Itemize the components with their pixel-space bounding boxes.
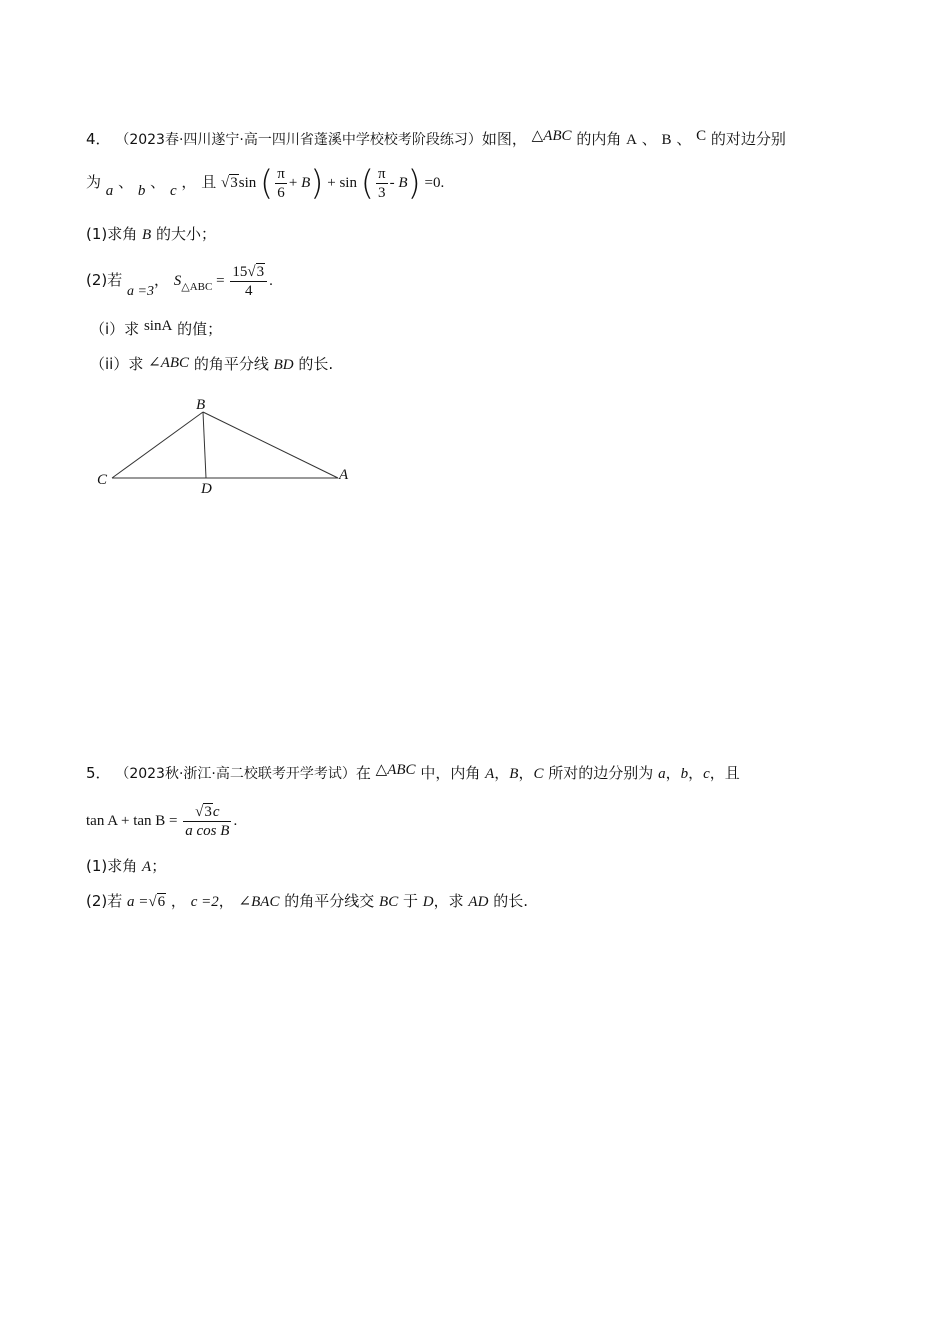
q4-area-eq: = bbox=[216, 273, 225, 289]
q5-var-A: A bbox=[485, 766, 495, 782]
q5-triangle: △ABC bbox=[375, 762, 416, 778]
q4-triangle-figure bbox=[90, 392, 360, 502]
q4-paren-open-2: ( bbox=[360, 163, 374, 204]
q5-equation bbox=[86, 804, 238, 840]
q4-frac-pi6 bbox=[275, 165, 287, 202]
q4-area-period: . bbox=[269, 273, 273, 289]
q4-frac-pi3 bbox=[376, 165, 388, 202]
q4-line2-b: 且 bbox=[201, 173, 217, 191]
q4-side-a: a bbox=[105, 183, 114, 199]
q4-sep-1: 、 bbox=[641, 130, 657, 148]
q4-intro-c: 的对边分别 bbox=[710, 130, 786, 148]
q5-side-c: c bbox=[703, 766, 710, 782]
q5-intro-d: ，且 bbox=[709, 764, 740, 782]
q4-part1 bbox=[86, 223, 216, 246]
q4-sin-1: sin bbox=[238, 175, 257, 191]
q5-p1-tail: ； bbox=[151, 857, 167, 875]
q5-p2-mid: 的角平分线交 bbox=[284, 892, 375, 910]
q4-area-sqrt-radicand: 3 bbox=[256, 264, 265, 281]
q4-sin-2: sin bbox=[339, 175, 357, 191]
q5-p2-a: a = bbox=[127, 894, 149, 910]
q5-p2-yu: 于 bbox=[402, 892, 418, 910]
q5-part1 bbox=[86, 855, 166, 878]
q5-frac-num bbox=[183, 803, 231, 822]
q4-p2-label: (2)若 bbox=[86, 271, 123, 289]
q4-eq-zero: =0 bbox=[424, 175, 441, 191]
q4-condition-line bbox=[86, 160, 444, 205]
q5-frac-den: a cos B bbox=[185, 823, 230, 840]
q5-p2-AD: AD bbox=[468, 894, 489, 910]
q4-area bbox=[173, 264, 273, 300]
q4-area-sqrt: √3 bbox=[247, 264, 265, 281]
q4-side-CB bbox=[112, 412, 203, 478]
q4-period: . bbox=[440, 175, 445, 191]
q5-p2-sqrt: √6 bbox=[148, 894, 166, 910]
q4-triangle: △ABC bbox=[531, 128, 572, 144]
q5-frac-c: c bbox=[212, 804, 220, 821]
q5-tan-lhs: tan A + tan B = bbox=[86, 813, 178, 829]
q5-side-b: b bbox=[680, 766, 689, 782]
q5-side-a: a bbox=[658, 766, 666, 782]
q4-part2-ii bbox=[90, 353, 333, 376]
q4-label-A: A bbox=[339, 467, 349, 483]
q4-frac-pi6-num: π bbox=[277, 166, 285, 183]
q5-source: （2023秋·浙江·高二校联考开学考试） bbox=[115, 766, 356, 782]
q4-p2-i-label: （i）求 bbox=[90, 320, 140, 338]
q4-number: 4． bbox=[86, 130, 111, 148]
q5-frac bbox=[183, 803, 231, 840]
q4-area-frac bbox=[230, 263, 267, 300]
q4-source: （2023春·四川遂宁·高一四川省蓬溪中学校校考阶段练习） bbox=[115, 132, 482, 148]
q5-p2-BC: BC bbox=[379, 894, 399, 910]
q5-comma-2: ， bbox=[518, 764, 534, 782]
q4-side-BA bbox=[203, 412, 338, 478]
q4-p1-var: B bbox=[142, 227, 152, 243]
q4-frac-pi3-den: 3 bbox=[378, 185, 386, 202]
q4-p1-label: (1)求角 bbox=[86, 225, 138, 243]
q4-p2-ii-angle: ∠ABC bbox=[148, 355, 190, 371]
q5-period: . bbox=[233, 813, 238, 829]
q5-intro-b: 中，内角 bbox=[420, 764, 481, 782]
q5-p2-sep-1: ， bbox=[170, 892, 186, 910]
q5-comma-4: ， bbox=[688, 764, 704, 782]
q4-p1-tail: 的大小； bbox=[155, 225, 216, 243]
q5-p2-D: D bbox=[422, 894, 434, 910]
q5-p1-var: A bbox=[142, 859, 152, 875]
q4-p2-i-tail: 的值； bbox=[177, 320, 223, 338]
q4-p2-ii-label: （ii）求 bbox=[90, 355, 144, 373]
q5-p2-label: (2)若 bbox=[86, 892, 123, 910]
q4-sep-3: 、 bbox=[118, 173, 134, 191]
q4-p2-a: a =3 bbox=[127, 284, 154, 299]
q4-sqrt: √3 bbox=[221, 175, 238, 191]
q5-frac-sqrt: √3 bbox=[195, 804, 212, 821]
q4-p2-ii-mid: 的角平分线 bbox=[193, 355, 269, 373]
q5-p2-angle: ∠BAC bbox=[238, 894, 280, 910]
q5-var-C: C bbox=[533, 766, 544, 782]
q5-p2-c: c =2 bbox=[190, 894, 219, 910]
q4-intro-a: 如图， bbox=[481, 130, 527, 148]
q4-eq-B1: B bbox=[301, 175, 311, 191]
q5-comma-1: ， bbox=[494, 764, 510, 782]
q5-var-B: B bbox=[509, 766, 519, 782]
q4-triangle-lines bbox=[112, 412, 338, 478]
q5-header-line bbox=[86, 762, 740, 785]
q4-sqrt-radicand: 3 bbox=[230, 175, 238, 191]
q4-paren-close-1: ) bbox=[310, 163, 324, 204]
q4-area-num-15: 15 bbox=[232, 264, 248, 281]
q5-condition-line bbox=[86, 798, 237, 843]
q4-side-b: b bbox=[137, 183, 146, 199]
q5-comma-3: ， bbox=[665, 764, 681, 782]
q5-intro-c: 所对的边分别为 bbox=[548, 764, 654, 782]
q4-bisector-BD bbox=[203, 412, 206, 478]
q5-part2 bbox=[86, 890, 528, 913]
q5-p2-ask: ，求 bbox=[433, 892, 464, 910]
q4-p2-i-expr: sinA bbox=[143, 318, 173, 334]
q4-var-A: A bbox=[626, 132, 637, 148]
q4-plus-1: + bbox=[288, 175, 298, 191]
q4-minus: - bbox=[389, 175, 395, 191]
q4-var-B: B bbox=[661, 132, 672, 148]
q5-p2-tail: 的长. bbox=[493, 892, 528, 910]
q5-p1-label: (1)求角 bbox=[86, 857, 138, 875]
q5-number: 5． bbox=[86, 764, 111, 782]
q4-frac-pi6-den: 6 bbox=[277, 185, 285, 202]
q5-frac-radicand: 3 bbox=[204, 804, 212, 821]
q5-p2-sep-2: ， bbox=[218, 892, 234, 910]
q4-var-C: C bbox=[696, 128, 707, 144]
q4-frac-pi3-num: π bbox=[378, 166, 386, 183]
q4-comma-1: ， bbox=[181, 173, 197, 191]
q4-paren-close-2: ) bbox=[407, 163, 421, 204]
q4-part2-i bbox=[90, 318, 222, 341]
q4-area-sub: △ABC bbox=[181, 281, 213, 293]
q4-p2-ii-tail: 的长. bbox=[298, 355, 334, 373]
q4-label-D: D bbox=[201, 481, 212, 497]
q4-sep-4: 、 bbox=[150, 173, 166, 191]
q5-intro-a: 在 bbox=[355, 764, 371, 782]
q4-area-den: 4 bbox=[244, 283, 253, 300]
q4-line2-a: 为 bbox=[86, 173, 102, 191]
q5-p2-radicand: 6 bbox=[157, 894, 166, 910]
q4-area-S: S bbox=[173, 273, 182, 289]
q4-header-line bbox=[86, 128, 786, 151]
q4-label-C: C bbox=[97, 472, 108, 488]
q4-area-num bbox=[230, 263, 267, 282]
q4-equation bbox=[221, 163, 445, 204]
q4-part2 bbox=[86, 258, 273, 304]
q4-intro-b: 的内角 bbox=[576, 130, 622, 148]
q4-sep-2: 、 bbox=[676, 130, 692, 148]
q4-p2-ii-BD: BD bbox=[273, 357, 294, 373]
q4-label-B: B bbox=[196, 397, 206, 413]
q4-eq-B2: B bbox=[398, 175, 408, 191]
q4-paren-open-1: ( bbox=[260, 163, 274, 204]
q4-side-c: c bbox=[169, 183, 177, 199]
q4-plus-2: + bbox=[327, 175, 336, 191]
q4-p2-comma: ， bbox=[153, 271, 169, 289]
